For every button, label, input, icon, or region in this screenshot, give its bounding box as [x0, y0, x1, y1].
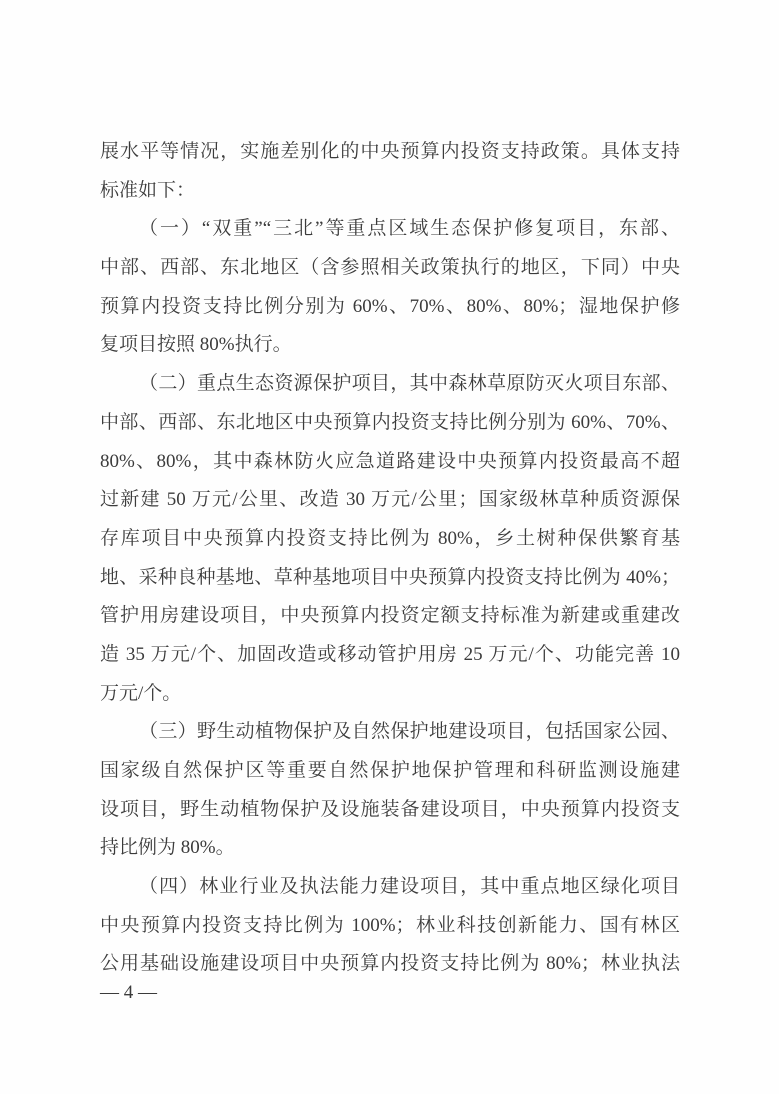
text-line: 标准如下：	[100, 179, 196, 201]
text-line: 管护用房建设项目，中央预算内投资定额支持标准为新建或重建改	[100, 605, 680, 627]
text-line: 过新建 50 万元/公里、改造 30 万元/公里；国家级林草种质资源保	[100, 489, 680, 511]
text-line: （一）“双重”“三北”等重点区域生态保护修复项目，东部、	[139, 218, 680, 240]
text-line: 设项目，野生动植物保护及设施装备建设项目，中央预算内投资支	[100, 798, 680, 820]
text-line: 预算内投资支持比例分别为 60%、70%、80%、80%；湿地保护修	[100, 295, 680, 317]
text-line: 公用基础设施建设项目中央预算内投资支持比例为 80%；林业执法	[100, 953, 680, 975]
text-line: （三）野生动植物保护及自然保护地建设项目，包括国家公园、	[139, 721, 680, 743]
text-line: 展水平等情况，实施差别化的中央预算内投资支持政策。具体支持	[100, 141, 680, 162]
text-line: 复项目按照 80%执行。	[100, 334, 292, 356]
text-line: 80%、80%，其中森林防火应急道路建设中央预算内投资最高不超	[100, 450, 680, 472]
text-line: 中部、西部、东北地区中央预算内投资支持比例分别为 60%、70%、	[100, 411, 680, 433]
text-line: 中部、西部、东北地区（含参照相关政策执行的地区，下同）中央	[100, 257, 680, 279]
text-line: 国家级自然保护区等重要自然保护地保护管理和科研监测设施建	[100, 760, 680, 781]
text-line: 万元/个。	[100, 682, 182, 704]
text-line: （二）重点生态资源保护项目，其中森林草原防灭火项目东部、	[139, 373, 680, 395]
text-line: 中央预算内投资支持比例为 100%；林业科技创新能力、国有林区	[100, 914, 680, 936]
page-number: — 4 —	[100, 982, 157, 1003]
document-body	[100, 133, 680, 984]
text-line: 存库项目中央预算内投资支持比例为 80%，乡土树种保供繁育基	[100, 527, 680, 549]
text-line: （四）林业行业及执法能力建设项目，其中重点地区绿化项目	[139, 876, 680, 898]
text-line: 造 35 万元/个、加固改造或移动管护用房 25 万元/个、功能完善 10	[100, 643, 680, 665]
text-line: 地、采种良种基地、草种基地项目中央预算内投资支持比例为 40%；	[100, 566, 680, 588]
text-line: 持比例为 80%。	[100, 837, 235, 859]
